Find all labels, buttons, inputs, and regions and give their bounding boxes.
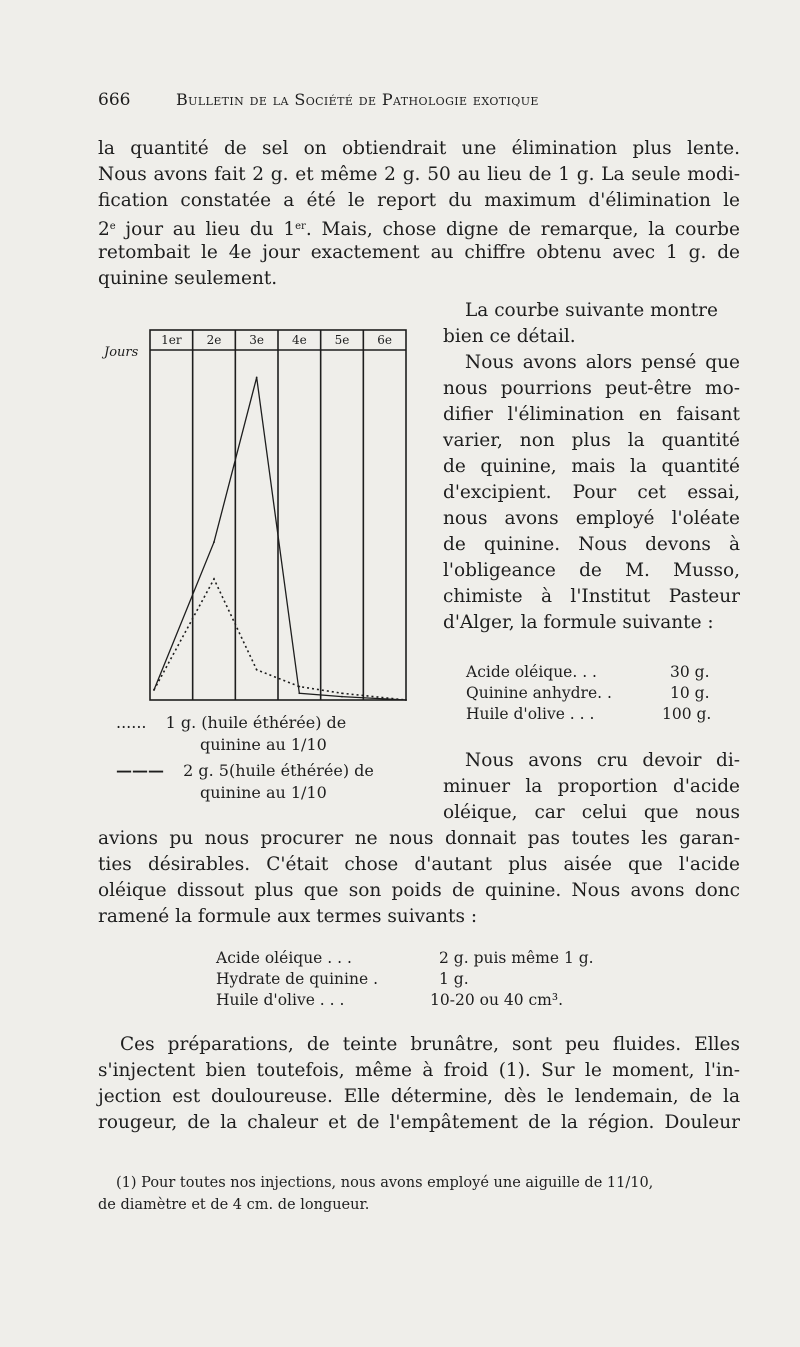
superscript: e — [109, 221, 116, 232]
x-tick-label: 4e — [291, 333, 307, 347]
footnote-line: (1) Pour toutes nos injections, nous avons employé une aiguille de 11/10, — [116, 1175, 654, 1191]
text-line: oléique dissout plus que son poids de quinine. Nous avons donc — [98, 880, 740, 901]
formula-amount: 10 g. — [670, 684, 710, 702]
formula-ingredient: Acide oléique. . . — [466, 663, 597, 681]
legend-label-cont: quinine au 1/10 — [200, 783, 327, 802]
text-line: Ces préparations, de teinte brunâtre, sont peu fluides. Elles — [120, 1034, 740, 1055]
formula-amount: 1 g. — [439, 970, 469, 988]
text-line: s'injectent bien toutefois, même à froid (1). Sur le moment, l'in- — [98, 1060, 740, 1081]
text-line: de quinine, mais la quantité — [443, 456, 740, 477]
text-line: varier, non plus la quantité — [443, 430, 740, 451]
text-fragment: . Mais, chose digne de remarque, la courbe — [305, 219, 740, 240]
legend-dotted-marker: ...... — [116, 713, 147, 732]
formula-row — [466, 664, 736, 681]
text-line: nous pourrions peut-être mo- — [443, 378, 740, 399]
legend-item — [116, 712, 346, 734]
footnote-line: de diamètre et de 4 cm. de longueur. — [98, 1197, 370, 1213]
page-number: 666 — [98, 90, 131, 110]
formula-row — [466, 706, 736, 723]
formula-ingredient: Quinine anhydre. . — [466, 684, 612, 702]
formula-amount: 30 g. — [670, 663, 710, 681]
data-point — [256, 377, 258, 379]
text-line: fication constatée a été le report du maximum d'élimination le — [98, 190, 740, 211]
legend-solid-marker: ——— — [116, 761, 164, 780]
legend-item — [116, 760, 374, 782]
elimination-chart — [96, 326, 414, 708]
text-line: Nous avons fait 2 g. et même 2 g. 50 au lieu de 1 g. La seule modi- — [98, 164, 740, 185]
x-tick-label: 3e — [249, 333, 265, 347]
text-line: la quantité de sel on obtiendrait une élimination plus lente. — [98, 138, 740, 159]
legend-label-cont: quinine au 1/10 — [200, 735, 327, 754]
formula-amount: 10-20 ou 40 cm³. — [430, 991, 564, 1009]
legend-label: 1 g. (huile éthérée) de — [165, 713, 347, 732]
text-fragment: 2 — [98, 219, 110, 240]
data-point — [153, 689, 155, 691]
formula-row — [216, 992, 656, 1009]
formula-row — [216, 950, 656, 967]
formula-row — [466, 685, 736, 702]
text-line: La courbe suivante montre — [465, 300, 718, 321]
data-point — [341, 692, 343, 694]
data-point — [256, 669, 258, 671]
formula-ingredient: Huile d'olive . . . — [466, 705, 595, 723]
text-line: Nous avons cru devoir di- — [465, 750, 740, 771]
data-point — [298, 692, 300, 694]
series-2g5-solid-line — [154, 377, 406, 700]
x-tick-label: 6e — [377, 333, 393, 347]
formula-row — [216, 971, 656, 988]
formula-ingredient: Hydrate de quinine . — [216, 970, 379, 988]
formula-amount: 100 g. — [662, 705, 712, 723]
x-tick-label: 5e — [334, 333, 350, 347]
text-line: Nous avons alors pensé que — [465, 352, 740, 373]
x-tick-label: 2e — [206, 333, 222, 347]
data-point — [213, 541, 215, 543]
data-point — [405, 699, 407, 701]
formula-ingredient: Huile d'olive . . . — [216, 991, 345, 1009]
formula-amount: 2 g. puis même 1 g. — [439, 949, 594, 967]
superscript: er — [295, 221, 306, 232]
text-line: l'obligeance de M. Musso, — [443, 560, 740, 581]
data-point — [341, 696, 343, 698]
text-line: jection est douloureuse. Elle détermine, dès le lendemain, de la — [98, 1086, 740, 1107]
text-line: bien ce détail. — [443, 326, 576, 347]
text-line: quinine seulement. — [98, 268, 278, 289]
text-line: d'excipient. Pour cet essai, — [443, 482, 740, 503]
text-line: rougeur, de la chaleur et de l'empâtement de la région. Douleur — [98, 1112, 740, 1133]
text-line: oléique, car celui que nous — [443, 802, 740, 823]
page-header — [98, 90, 738, 114]
formula-ingredient: Acide oléique . . . — [216, 949, 352, 967]
data-point — [213, 578, 215, 580]
text-line: retombait le 4e jour exactement au chiffre obtenu avec 1 g. de — [98, 242, 740, 263]
chart-ylabel: Jours — [104, 345, 139, 360]
text-line: d'Alger, la formule suivante : — [443, 612, 714, 633]
text-line — [98, 214, 740, 243]
text-line: difier l'élimination en faisant — [443, 404, 740, 425]
text-line: ramené la formule aux termes suivants : — [98, 906, 478, 927]
text-line: de quinine. Nous devons à — [443, 534, 740, 555]
text-line: minuer la proportion d'acide — [443, 776, 740, 797]
text-line: chimiste à l'Institut Pasteur — [443, 586, 740, 607]
text-line: nous avons employé l'oléate — [443, 508, 740, 529]
x-tick-label: 1er — [161, 333, 182, 347]
text-line: avions pu nous procurer ne nous donnait pas toutes les garan- — [98, 828, 740, 849]
text-line: ties désirables. C'était chose d'autant plus aisée que l'acide — [98, 854, 740, 875]
text-fragment: jour au lieu du 1 — [115, 219, 296, 240]
legend-label: 2 g. 5(huile éthérée) de — [183, 761, 374, 780]
running-title: Bulletin de la Société de Pathologie exotique — [176, 90, 539, 109]
